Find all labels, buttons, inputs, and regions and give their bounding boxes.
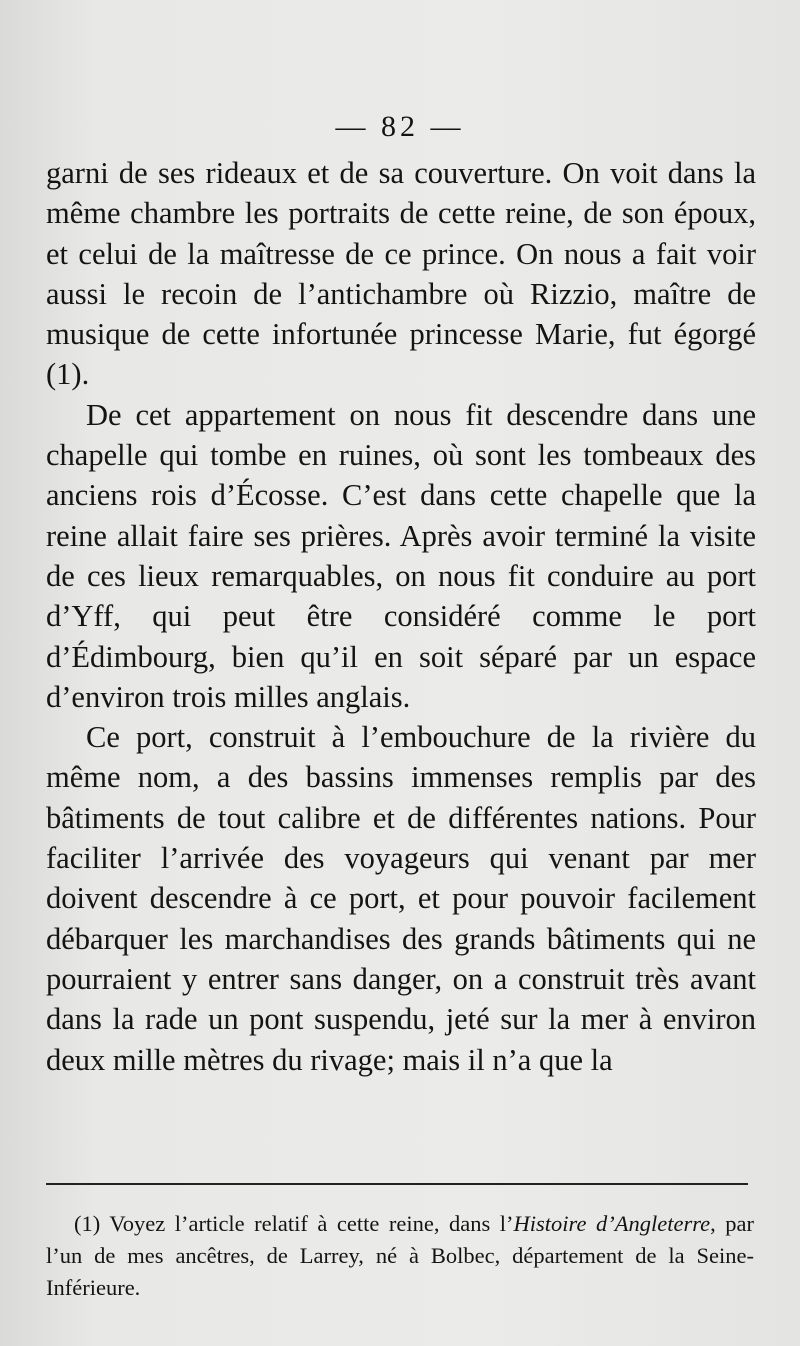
footnote-divider	[46, 1183, 748, 1185]
paragraph-1: garni de ses rideaux et de sa couverture. On voit dans la même chambre les portraits de cette reine, de son époux, et celui de la maîtresse de ce prince. On nous a fait voir aussi le recoin de l’antichambre où Rizzio, maître de musique de cette infortunée princesse Marie, fut égorgé (1).	[46, 156, 756, 392]
footnote-paragraph	[46, 1208, 754, 1304]
paragraph-3: Ce port, construit à l’embouchure de la rivière du même nom, a des bassins immenses remplis par des bâtiments de tout calibre et de différentes nations. Pour faciliter l’arrivée des voyageurs qui venant par mer doivent descendre à ce port, et pour pouvoir facilement débarquer les marchandises des grands bâtiments qui ne pourraient y entrer sans danger, on a construit très avant dans la rade un pont suspendu, jeté sur la mer à environ deux mille mètres du rivage; mais il n’a que la	[46, 720, 756, 1077]
footnote-book-title: Histoire d’Angleterre	[513, 1211, 711, 1236]
paragraph-2: De cet appartement on nous fit descendre dans une chapelle qui tombe en ruines, où sont les tombeaux des anciens rois d’Écosse. C’est dans cette chapelle que la reine allait faire ses prières. Après avoir terminé la visite de ces lieux remarquables, on nous fit conduire au port d’Yff, qui peut être considéré comme le port d’Édimbourg, bien qu’il en soit séparé par un espace d’environ trois milles anglais.	[46, 397, 756, 714]
footnote-text-before: Voyez l’article relatif à cette reine, dans l’	[100, 1211, 514, 1236]
page-number: — 82 —	[335, 110, 465, 143]
footnote-text-after: , par l’un de mes ancêtres, de Larrey, né à Bolbec, département de la Seine-Inférieure.	[46, 1211, 755, 1300]
footnote	[46, 1208, 754, 1304]
body-text	[46, 153, 756, 1080]
footnote-marker: (1)	[74, 1211, 101, 1236]
